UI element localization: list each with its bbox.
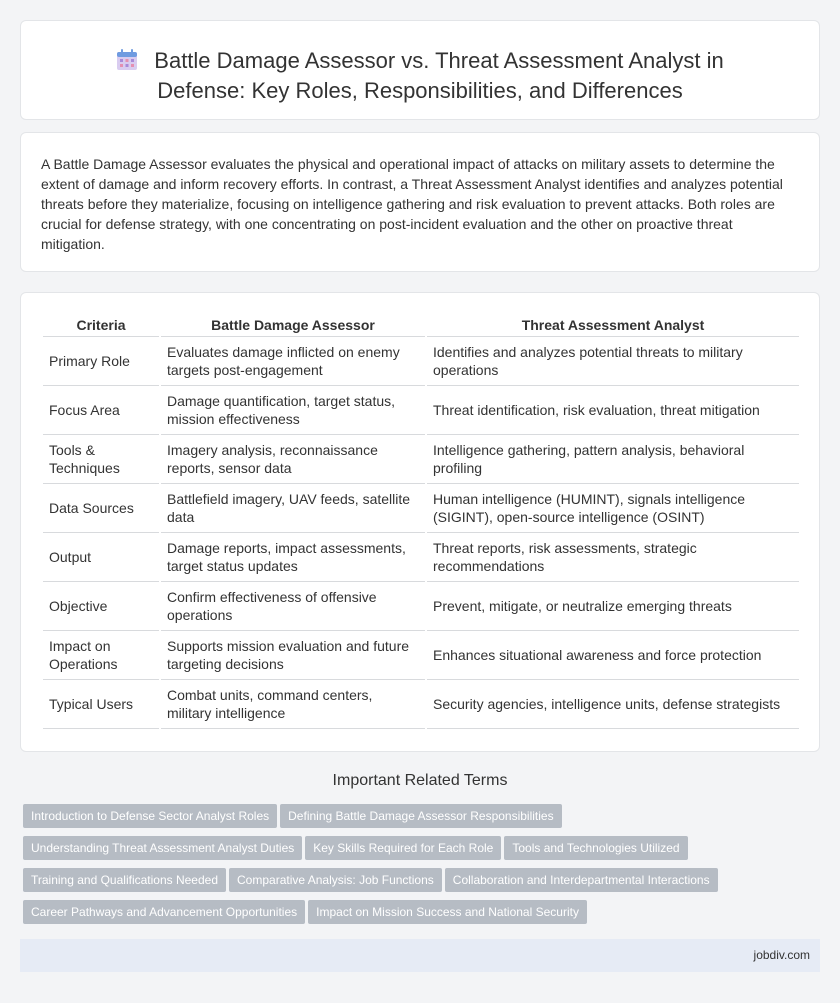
table-row (43, 582, 799, 631)
related-term-tag[interactable]: Key Skills Required for Each Role (305, 836, 501, 860)
term-row (23, 868, 823, 900)
calendar-icon (116, 49, 138, 71)
table-row (43, 337, 799, 386)
comparison-card (20, 292, 820, 752)
table-row (43, 680, 799, 729)
row-battle-damage-assessor: Supports mission evaluation and future targeting decisions (161, 631, 425, 680)
table-row (43, 484, 799, 533)
term-row (23, 836, 823, 868)
related-term-tag[interactable]: Understanding Threat Assessment Analyst Duties (23, 836, 302, 860)
row-threat-assessment-analyst: Human intelligence (HUMINT), signals intelligence (SIGINT), open-source intelligence (OSINT) (427, 484, 799, 533)
row-criteria: Focus Area (43, 386, 159, 435)
related-term-tag[interactable]: Defining Battle Damage Assessor Responsibilities (280, 804, 561, 828)
footer (20, 939, 820, 972)
row-threat-assessment-analyst: Threat identification, risk evaluation, threat mitigation (427, 386, 799, 435)
table-row (43, 435, 799, 484)
row-criteria: Data Sources (43, 484, 159, 533)
related-terms-heading: Important Related Terms (332, 772, 508, 789)
term-row (23, 900, 823, 932)
related-term-tag[interactable]: Career Pathways and Advancement Opportunities (23, 900, 305, 924)
row-battle-damage-assessor: Damage reports, impact assessments, target status updates (161, 533, 425, 582)
row-threat-assessment-analyst: Intelligence gathering, pattern analysis, behavioral profiling (427, 435, 799, 484)
table-header-row (43, 315, 799, 337)
intro-paragraph: A Battle Damage Assessor evaluates the physical and operational impact of attacks on military assets to determine the extent of damage and inform recovery efforts. In contrast, a Threat Assessment Analyst identifies and analyzes potential threats before they materialize, focusing on intelligence gathering and risk evaluation to prevent attacks. Both roles are crucial for defense strategy, with one concentrating on post-incident evaluation and the other on proactive threat mitigation. (41, 156, 783, 252)
term-row (23, 804, 823, 836)
related-term-tag[interactable]: Introduction to Defense Sector Analyst Roles (23, 804, 277, 828)
footer-site-link[interactable]: jobdiv.com (753, 948, 810, 962)
table-row (43, 386, 799, 435)
title-line-2: Defense: Key Roles, Responsibilities, and Differences (157, 78, 683, 103)
row-battle-damage-assessor: Evaluates damage inflicted on enemy targets post-engagement (161, 337, 425, 386)
row-criteria: Output (43, 533, 159, 582)
page-title (21, 46, 819, 106)
row-battle-damage-assessor: Combat units, command centers, military intelligence (161, 680, 425, 729)
row-battle-damage-assessor: Confirm effectiveness of offensive operations (161, 582, 425, 631)
related-terms-list (23, 804, 823, 932)
row-criteria: Tools & Techniques (43, 435, 159, 484)
title-card (20, 20, 820, 120)
row-criteria: Objective (43, 582, 159, 631)
row-threat-assessment-analyst: Security agencies, intelligence units, defense strategists (427, 680, 799, 729)
row-criteria: Typical Users (43, 680, 159, 729)
row-threat-assessment-analyst: Threat reports, risk assessments, strategic recommendations (427, 533, 799, 582)
header-threat-assessment-analyst: Threat Assessment Analyst (427, 315, 799, 337)
row-threat-assessment-analyst: Enhances situational awareness and force protection (427, 631, 799, 680)
row-criteria: Impact on Operations (43, 631, 159, 680)
title-line-1: Battle Damage Assessor vs. Threat Assessment Analyst in (154, 48, 724, 73)
row-battle-damage-assessor: Damage quantification, target status, mission effectiveness (161, 386, 425, 435)
related-term-tag[interactable]: Collaboration and Interdepartmental Interactions (445, 868, 718, 892)
row-criteria: Primary Role (43, 337, 159, 386)
table-row (43, 631, 799, 680)
row-battle-damage-assessor: Battlefield imagery, UAV feeds, satellite data (161, 484, 425, 533)
related-term-tag[interactable]: Tools and Technologies Utilized (504, 836, 687, 860)
header-battle-damage-assessor: Battle Damage Assessor (161, 315, 425, 337)
row-threat-assessment-analyst: Prevent, mitigate, or neutralize emerging threats (427, 582, 799, 631)
related-term-tag[interactable]: Training and Qualifications Needed (23, 868, 226, 892)
header-criteria: Criteria (43, 315, 159, 337)
related-term-tag[interactable]: Impact on Mission Success and National Security (308, 900, 587, 924)
table-row (43, 533, 799, 582)
row-threat-assessment-analyst: Identifies and analyzes potential threats to military operations (427, 337, 799, 386)
related-term-tag[interactable]: Comparative Analysis: Job Functions (229, 868, 442, 892)
row-battle-damage-assessor: Imagery analysis, reconnaissance reports, sensor data (161, 435, 425, 484)
intro-card (20, 132, 820, 272)
comparison-table (41, 315, 801, 729)
